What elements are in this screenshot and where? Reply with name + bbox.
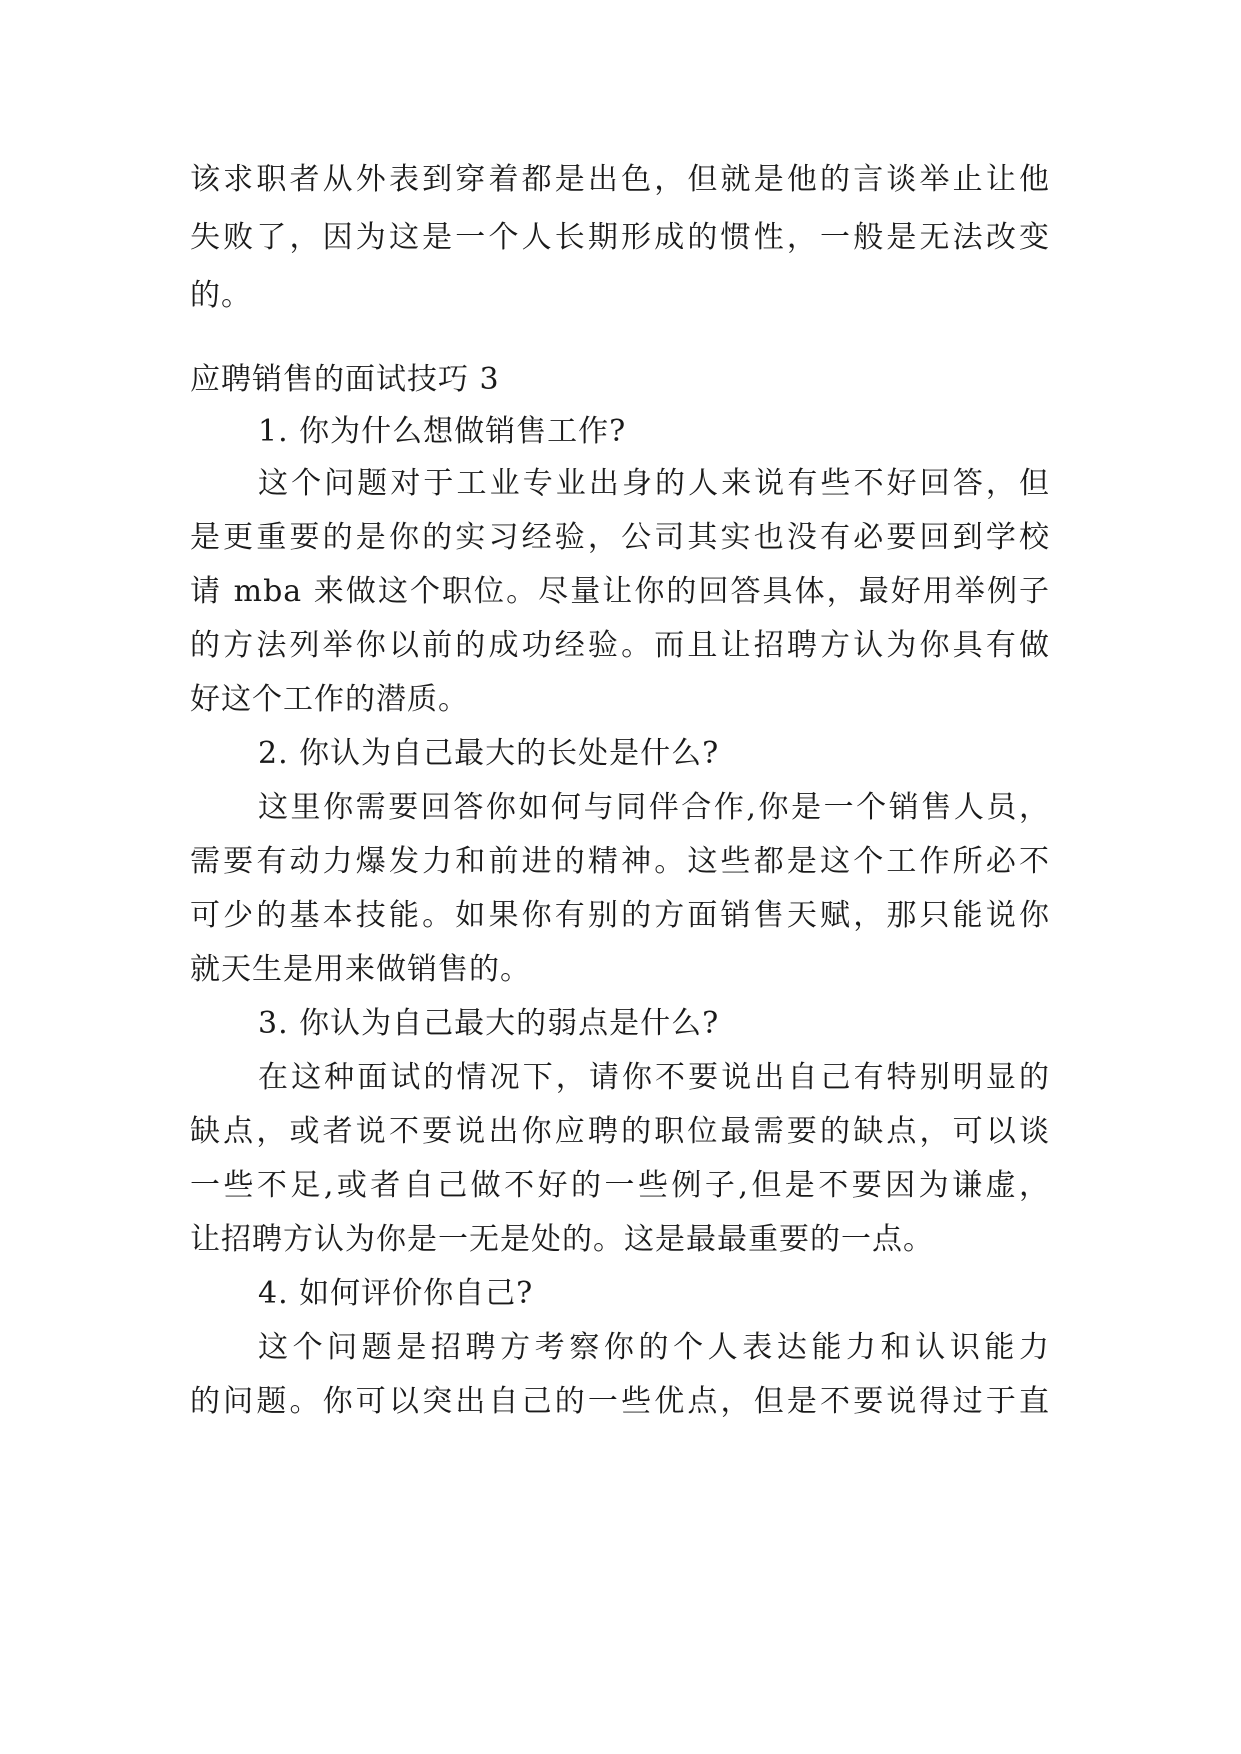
body-text-line: 一些不足,或者自己做不好的一些例子,但是不要因为谦虚， <box>190 1168 1050 1203</box>
body-text-line: 请 mba 来做这个职位。尽量让你的回答具体，最好用举例子 <box>190 574 1050 609</box>
body-text-line: 失败了，因为这是一个人长期形成的惯性，一般是无法改变 <box>190 220 1050 255</box>
body-text-line: 这里你需要回答你如何与同伴合作,你是一个销售人员， <box>258 790 1050 825</box>
body-text-line: 的问题。你可以突出自己的一些优点，但是不要说得过于直 <box>190 1384 1050 1419</box>
body-text-line: 该求职者从外表到穿着都是出色，但就是他的言谈举止让他 <box>190 162 1050 197</box>
question-heading: 4. 如何评价你自己? <box>258 1276 534 1311</box>
question-heading: 3. 你认为自己最大的弱点是什么? <box>258 1006 720 1041</box>
body-text-line: 可少的基本技能。如果你有别的方面销售天赋，那只能说你 <box>190 898 1050 933</box>
body-text-line: 需要有动力爆发力和前进的精神。这些都是这个工作所必不 <box>190 844 1050 879</box>
body-text-line: 让招聘方认为你是一无是处的。这是最最重要的一点。 <box>190 1222 934 1257</box>
body-text-line: 就天生是用来做销售的。 <box>190 952 531 987</box>
question-heading: 2. 你认为自己最大的长处是什么? <box>258 736 720 771</box>
question-heading: 1. 你为什么想做销售工作? <box>258 414 627 449</box>
body-text-line: 缺点，或者说不要说出你应聘的职位最需要的缺点，可以谈 <box>190 1114 1050 1149</box>
body-text-line: 在这种面试的情况下，请你不要说出自己有特别明显的 <box>258 1060 1050 1095</box>
body-text-line: 这个问题是招聘方考察你的个人表达能力和认识能力 <box>258 1330 1050 1365</box>
body-text-line: 的方法列举你以前的成功经验。而且让招聘方认为你具有做 <box>190 628 1050 663</box>
body-text-line: 的。 <box>190 278 252 313</box>
body-text-line: 是更重要的是你的实习经验，公司其实也没有必要回到学校 <box>190 520 1050 555</box>
body-text-line: 好这个工作的潜质。 <box>190 682 469 717</box>
section-title: 应聘销售的面试技巧 3 <box>190 362 500 397</box>
body-text-line: 这个问题对于工业专业出身的人来说有些不好回答，但 <box>258 466 1050 501</box>
